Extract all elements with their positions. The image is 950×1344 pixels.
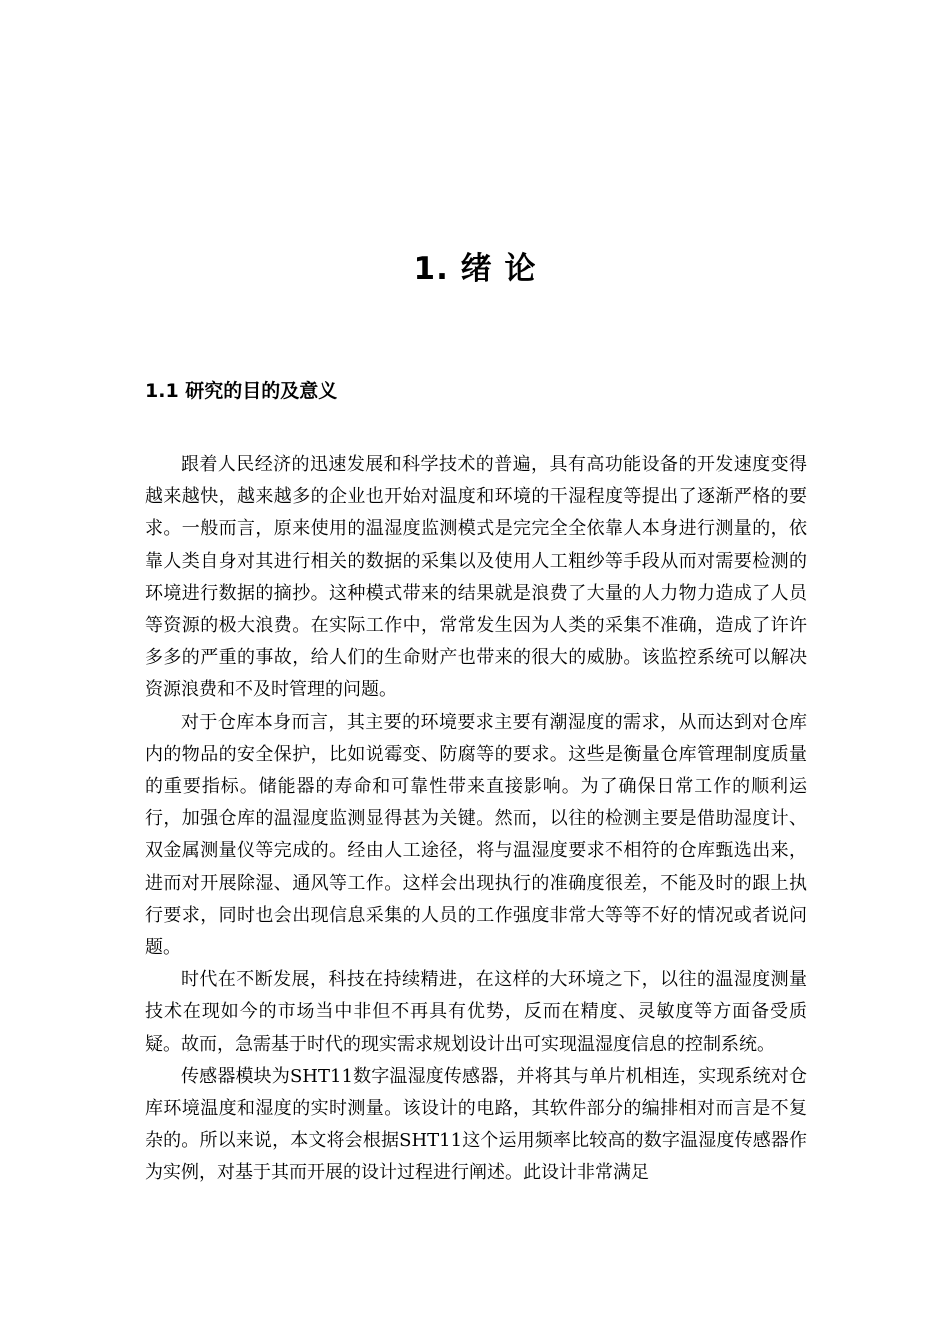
section-title: 1.1 研究的目的及意义 xyxy=(145,380,338,402)
body-text xyxy=(145,449,807,1190)
paragraph-3: 时代在不断发展，科技在持续精进，在这样的大环境之下，以往的温湿度测量技术在现如今的市场当中非但不再具有优势，反而在精度、灵敏度等方面备受质疑。故而，急需基于时代的现实需求规划设计出可实现温湿度信息的控制系统。 xyxy=(145,969,807,1055)
paragraph-4: 传感器模块为SHT11数字温湿度传感器，并将其与单片机相连，实现系统对仓库环境温度和湿度的实时测量。该设计的电路，其软件部分的编排相对而言是不复杂的。所以来说，本文将会根据SHT11这个运用频率比较高的数字温湿度传感器作为实例，对基于其而开展的设计过程进行阐述。此设计非常满足 xyxy=(145,1065,807,1184)
chapter-title: 1. 绪 论 xyxy=(413,251,537,287)
paragraph-2: 对于仓库本身而言，其主要的环境要求主要有潮湿度的需求，从而达到对仓库内的物品的安全保护，比如说霉变、防腐等的要求。这些是衡量仓库管理制度质量的重要指标。储能器的寿命和可靠性带来直接影响。为了确保日常工作的顺利运行，加强仓库的温湿度监测显得甚为关键。然而，以往的检测主要是借助湿度计、双金属测量仪等完成的。经由人工途径，将与温湿度要求不相符的仓库甄选出来，进而对开展除湿、通风等工作。这样会出现执行的准确度很差，不能及时的跟上执行要求，同时也会出现信息采集的人员的工作强度非常大等等不好的情况或者说问题。 xyxy=(145,711,807,959)
paragraph-1: 跟着人民经济的迅速发展和科学技术的普遍，具有高功能设备的开发速度变得越来越快，越来越多的企业也开始对温度和环境的干湿程度等提出了逐渐严格的要求。一般而言，原来使用的温湿度监测模式是完完全全依靠人本身进行测量的，依靠人类自身对其进行相关的数据的采集以及使用人工粗纱等手段从而对需要检测的环境进行数据的摘抄。这种模式带来的结果就是浪费了大量的人力物力造成了人员等资源的极大浪费。在实际工作中，常常发生因为人类的采集不准确，造成了许许多多的严重的事故，给人们的生命财产也带来的很大的威胁。该监控系统可以解决资源浪费和不及时管理的问题。 xyxy=(145,454,807,701)
